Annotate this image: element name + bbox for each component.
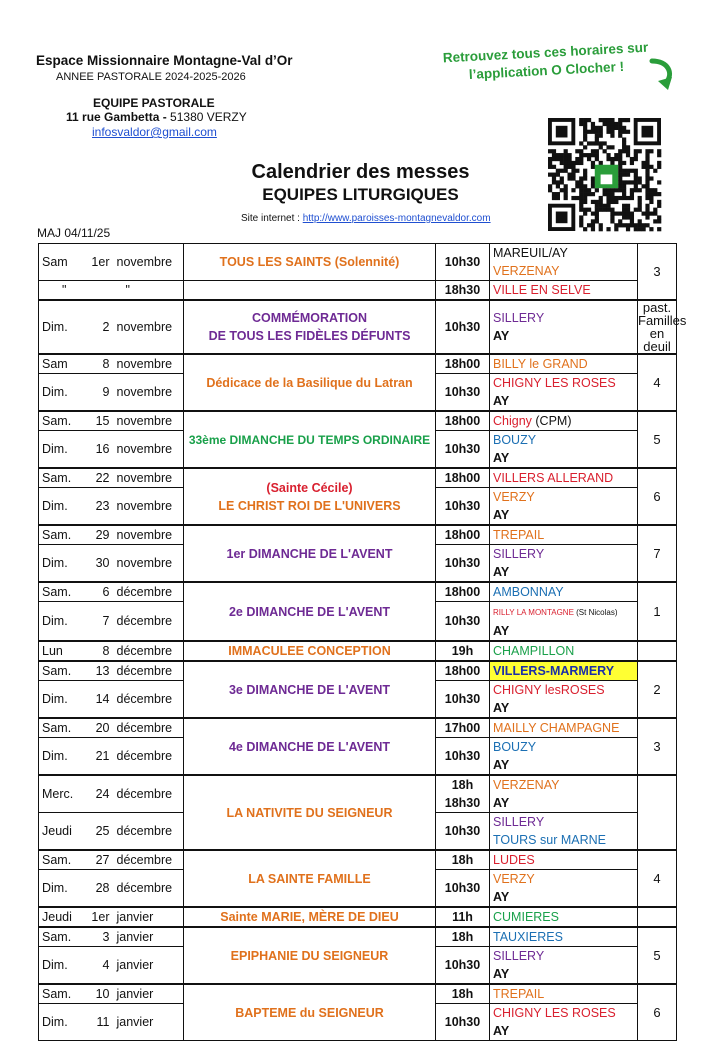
- place-cell: CUMIERES: [490, 907, 638, 927]
- celebration-cell: IMMACULEE CONCEPTION: [184, 641, 436, 661]
- team-cell: 3: [638, 718, 677, 775]
- date-cell: 6: [87, 582, 114, 602]
- place-cell: [490, 947, 638, 985]
- team-cell: [638, 300, 687, 354]
- time-cell: 10h30: [436, 813, 490, 851]
- day-cell: Dim.: [39, 374, 87, 412]
- day-cell: Sam.: [39, 661, 87, 681]
- date-cell: 23: [87, 488, 114, 526]
- time-cell: 10h30: [436, 681, 490, 719]
- place-line: AY: [493, 1024, 510, 1038]
- date-cell: 29: [87, 525, 114, 545]
- day-cell: Dim.: [39, 870, 87, 908]
- month-cell: décembre: [114, 718, 184, 738]
- place-line: AY: [493, 967, 510, 981]
- month-cell: janvier: [114, 907, 184, 927]
- table-row: [39, 718, 677, 738]
- place-cell: [490, 374, 638, 412]
- date-cell: 2: [87, 300, 114, 354]
- place-line: AY: [493, 508, 510, 522]
- time-cell: 18h00: [436, 525, 490, 545]
- month-cell: novembre: [114, 244, 184, 281]
- day-cell: Dim.: [39, 1004, 87, 1041]
- place-line: CHIGNY LES ROSES: [493, 1006, 616, 1020]
- day-cell: Sam.: [39, 927, 87, 947]
- mass-schedule-table: [38, 243, 687, 1041]
- day-cell: ": [39, 281, 87, 301]
- place-cell: TREPAIL: [490, 984, 638, 1004]
- email-link[interactable]: infosvaldor@gmail.com: [92, 125, 217, 139]
- date-cell: 30: [87, 545, 114, 583]
- month-cell: décembre: [114, 775, 184, 813]
- month-cell: janvier: [114, 947, 184, 985]
- month-cell: novembre: [114, 431, 184, 469]
- table-row: [39, 661, 677, 681]
- place-line: VERZY: [493, 872, 535, 886]
- place-line: VERZENAY: [493, 264, 560, 278]
- time-cell: 11h: [436, 907, 490, 927]
- table-row: [39, 354, 677, 374]
- address-city: 51380 VERZY: [166, 110, 247, 124]
- time-cell: 18h: [436, 850, 490, 870]
- place-line: SILLERY: [493, 547, 545, 561]
- place-cell: [490, 870, 638, 908]
- celebration-cell: Sainte MARIE, MÈRE DE DIEU: [184, 907, 436, 927]
- place-cell: [490, 1004, 638, 1041]
- day-cell: Dim.: [39, 545, 87, 583]
- place-line: AY: [493, 329, 510, 343]
- place-cell: [490, 681, 638, 719]
- place-line: TOURS sur MARNE: [493, 833, 606, 847]
- place-cell: [490, 431, 638, 469]
- team-cell: 5: [638, 927, 677, 984]
- month-cell: décembre: [114, 850, 184, 870]
- place-cell: BILLY le GRAND: [490, 354, 638, 374]
- date-cell: 4: [87, 947, 114, 985]
- time-cell: 18h00: [436, 582, 490, 602]
- date-cell: 11: [87, 1004, 114, 1041]
- time-cell: 10h30: [436, 431, 490, 469]
- time-cell: 19h: [436, 641, 490, 661]
- month-cell: ": [114, 281, 184, 301]
- table-row: [39, 907, 677, 927]
- day-cell: Sam: [39, 244, 87, 281]
- team-cell: 6: [638, 468, 677, 525]
- team-cell: [638, 775, 677, 850]
- time-cell: 18h: [436, 984, 490, 1004]
- day-cell: Sam: [39, 354, 87, 374]
- place-cell: [490, 602, 638, 642]
- date-cell: 10: [87, 984, 114, 1004]
- team-cell: 2: [638, 661, 677, 718]
- date-cell: 1er: [87, 244, 114, 281]
- celebration-cell: 3e DIMANCHE DE L'AVENT: [184, 661, 436, 718]
- place-line: MAREUIL/AY: [493, 246, 568, 260]
- team-cell: 3: [638, 244, 677, 301]
- table-row: [39, 281, 677, 301]
- celebration-cell: Dédicace de la Basilique du Latran: [184, 354, 436, 411]
- day-cell: Merc.: [39, 775, 87, 813]
- celebration-cell: TOUS LES SAINTS (Solennité): [184, 244, 436, 281]
- date-cell: 15: [87, 411, 114, 431]
- day-cell: Dim.: [39, 488, 87, 526]
- table-row: [39, 984, 677, 1004]
- place-name: RILLY LA MONTAGNE: [493, 608, 574, 617]
- celebration-line: (Sainte Cécile): [266, 480, 353, 495]
- month-cell: décembre: [114, 681, 184, 719]
- place-line: CHIGNY LES ROSES: [493, 376, 616, 390]
- time-cell: 10h30: [436, 602, 490, 642]
- celebration-cell: 33ème DIMANCHE DU TEMPS ORDINAIRE: [184, 411, 436, 468]
- team-line: Familles: [638, 313, 687, 328]
- celebration-cell: LA NATIVITE DU SEIGNEUR: [184, 775, 436, 850]
- time-cell: 10h30: [436, 300, 490, 354]
- day-cell: Dim.: [39, 602, 87, 642]
- month-cell: décembre: [114, 738, 184, 776]
- time-cell: 18h: [436, 927, 490, 947]
- place-cell: [490, 488, 638, 526]
- place-cell: VILLE EN SELVE: [490, 281, 638, 301]
- place-line: SILLERY: [493, 949, 545, 963]
- place-cell: [490, 411, 638, 431]
- table-row: [39, 525, 677, 545]
- month-cell: décembre: [114, 582, 184, 602]
- day-cell: Jeudi: [39, 813, 87, 851]
- team-line: past.: [642, 300, 672, 315]
- date-cell: 7: [87, 602, 114, 642]
- place-cell: [490, 738, 638, 776]
- date-cell: 20: [87, 718, 114, 738]
- table-row: [39, 775, 677, 813]
- pastoral-year: ANNEE PASTORALE 2024-2025-2026: [56, 71, 246, 83]
- place-line: BOUZY: [493, 740, 537, 754]
- place-line: AY: [493, 796, 510, 810]
- update-date: MAJ 04/11/25: [37, 226, 111, 240]
- place-cell: AMBONNAY: [490, 582, 638, 602]
- place-note: (St Nicolas): [573, 608, 618, 617]
- celebration-cell: LA SAINTE FAMILLE: [184, 850, 436, 907]
- celebration-line: COMMÉMORATION: [251, 311, 368, 325]
- place-cell: [490, 545, 638, 583]
- day-cell: Sam.: [39, 582, 87, 602]
- time-line: 18h30: [444, 796, 481, 810]
- day-cell: Jeudi: [39, 907, 87, 927]
- date-cell: 24: [87, 775, 114, 813]
- celebration-cell: [184, 468, 436, 525]
- day-cell: Sam.: [39, 984, 87, 1004]
- page-subtitle: EQUIPES LITURGIQUES: [262, 185, 459, 204]
- place-cell: VILLERS-MARMERY: [490, 661, 638, 681]
- time-cell: 18h00: [436, 411, 490, 431]
- place-cell: TAUXIERES: [490, 927, 638, 947]
- celebration-cell: [184, 281, 436, 301]
- promo-line-2: l’application O Clocher !: [468, 58, 625, 83]
- place-line: BOUZY: [493, 433, 537, 447]
- date-cell: 9: [87, 374, 114, 412]
- table-row: [39, 300, 677, 354]
- date-cell: 14: [87, 681, 114, 719]
- organization-name: Espace Missionnaire Montagne-Val d’Or: [36, 53, 293, 68]
- table-row: [39, 468, 677, 488]
- date-cell: 3: [87, 927, 114, 947]
- day-cell: Sam.: [39, 468, 87, 488]
- month-cell: novembre: [114, 545, 184, 583]
- place-name: Chigny: [493, 414, 532, 428]
- team-cell: [638, 907, 677, 927]
- place-line: AY: [493, 624, 510, 638]
- team-line: en deuil: [643, 326, 671, 354]
- day-cell: Sam.: [39, 411, 87, 431]
- team-cell: 6: [638, 984, 677, 1041]
- time-cell: 17h00: [436, 718, 490, 738]
- place-cell: [490, 775, 638, 813]
- place-cell: [490, 300, 638, 354]
- time-cell: [436, 775, 490, 813]
- place-line: VERZENAY: [493, 778, 560, 792]
- month-cell: novembre: [114, 411, 184, 431]
- month-cell: décembre: [114, 602, 184, 642]
- day-cell: Sam.: [39, 850, 87, 870]
- day-cell: Dim.: [39, 300, 87, 354]
- place-line: SILLERY: [493, 311, 545, 325]
- place-note: (CPM): [531, 414, 572, 428]
- month-cell: novembre: [114, 488, 184, 526]
- app-promo: [435, 38, 657, 85]
- team-heading: EQUIPE PASTORALE: [93, 96, 215, 110]
- table-row: [39, 244, 677, 281]
- curved-arrow-icon: [648, 57, 676, 91]
- month-cell: novembre: [114, 525, 184, 545]
- month-cell: décembre: [114, 641, 184, 661]
- month-cell: novembre: [114, 468, 184, 488]
- place-cell: [490, 813, 638, 851]
- team-cell: 5: [638, 411, 677, 468]
- date-cell: 21: [87, 738, 114, 776]
- website-link[interactable]: http://www.paroisses-montagnevaldor.com: [302, 213, 491, 224]
- day-cell: Lun: [39, 641, 87, 661]
- month-cell: novembre: [114, 374, 184, 412]
- day-cell: Dim.: [39, 738, 87, 776]
- date-cell: 13: [87, 661, 114, 681]
- place-cell: [490, 244, 638, 281]
- day-cell: Dim.: [39, 431, 87, 469]
- table-row: [39, 411, 677, 431]
- table-row: [39, 641, 677, 661]
- date-cell: 1er: [87, 907, 114, 927]
- table-row: [39, 850, 677, 870]
- month-cell: novembre: [114, 354, 184, 374]
- time-cell: 18h00: [436, 468, 490, 488]
- place-line: CHIGNY lesROSES: [493, 683, 605, 697]
- time-cell: 18h30: [436, 281, 490, 301]
- time-cell: 10h30: [436, 738, 490, 776]
- celebration-cell: 2e DIMANCHE DE L'AVENT: [184, 582, 436, 641]
- date-cell: 8: [87, 354, 114, 374]
- day-cell: Dim.: [39, 947, 87, 985]
- place-line: AY: [493, 394, 510, 408]
- team-cell: 4: [638, 354, 677, 411]
- day-cell: Dim.: [39, 681, 87, 719]
- time-cell: 10h30: [436, 1004, 490, 1041]
- date-cell: 8: [87, 641, 114, 661]
- page-title: Calendrier des messes: [251, 161, 470, 183]
- place-cell: LUDES: [490, 850, 638, 870]
- day-cell: Sam.: [39, 525, 87, 545]
- place-line: VERZY: [493, 490, 535, 504]
- time-cell: 10h30: [436, 488, 490, 526]
- celebration-cell: BAPTEME du SEIGNEUR: [184, 984, 436, 1041]
- place-line: AY: [493, 451, 510, 465]
- month-cell: janvier: [114, 1004, 184, 1041]
- time-cell: 10h30: [436, 244, 490, 281]
- day-cell: Sam.: [39, 718, 87, 738]
- date-cell: 28: [87, 870, 114, 908]
- month-cell: novembre: [114, 300, 184, 354]
- time-cell: 18h00: [436, 354, 490, 374]
- place-line: AY: [493, 758, 510, 772]
- date-cell: [87, 281, 114, 301]
- team-cell: 1: [638, 582, 677, 641]
- table-row: [39, 927, 677, 947]
- date-cell: 16: [87, 431, 114, 469]
- celebration-cell: 1er DIMANCHE DE L'AVENT: [184, 525, 436, 582]
- place-line: AY: [493, 890, 510, 904]
- place-line: AY: [493, 701, 510, 715]
- time-cell: 10h30: [436, 545, 490, 583]
- time-line: 18h: [451, 778, 474, 792]
- address: [66, 110, 247, 124]
- place-cell: VILLERS ALLERAND: [490, 468, 638, 488]
- team-cell: 7: [638, 525, 677, 582]
- date-cell: 27: [87, 850, 114, 870]
- month-cell: décembre: [114, 870, 184, 908]
- time-cell: 10h30: [436, 870, 490, 908]
- celebration-line: LE CHRIST ROI DE L'UNIVERS: [218, 498, 401, 513]
- celebration-cell: EPIPHANIE DU SEIGNEUR: [184, 927, 436, 984]
- celebration-cell: [184, 300, 436, 354]
- team-cell: [638, 641, 677, 661]
- address-street: 11 rue Gambetta -: [66, 110, 167, 124]
- place-cell: TREPAIL: [490, 525, 638, 545]
- month-cell: décembre: [114, 813, 184, 851]
- place-cell: MAILLY CHAMPAGNE: [490, 718, 638, 738]
- date-cell: 25: [87, 813, 114, 851]
- website-label: Site internet :: [241, 213, 303, 224]
- month-cell: janvier: [114, 984, 184, 1004]
- table-row: [39, 582, 677, 602]
- place-line: SILLERY: [493, 815, 545, 829]
- time-cell: 10h30: [436, 947, 490, 985]
- month-cell: décembre: [114, 661, 184, 681]
- celebration-line: DE TOUS LES FIDÈLES DÉFUNTS: [208, 329, 411, 343]
- time-cell: 18h00: [436, 661, 490, 681]
- place-line: AY: [493, 565, 510, 579]
- team-cell: 4: [638, 850, 677, 907]
- month-cell: janvier: [114, 927, 184, 947]
- date-cell: 22: [87, 468, 114, 488]
- place-cell: CHAMPILLON: [490, 641, 638, 661]
- celebration-cell: 4e DIMANCHE DE L'AVENT: [184, 718, 436, 775]
- promo-line-1: Retrouvez tous ces horaires sur: [442, 39, 649, 66]
- time-cell: 10h30: [436, 374, 490, 412]
- website: [241, 213, 491, 224]
